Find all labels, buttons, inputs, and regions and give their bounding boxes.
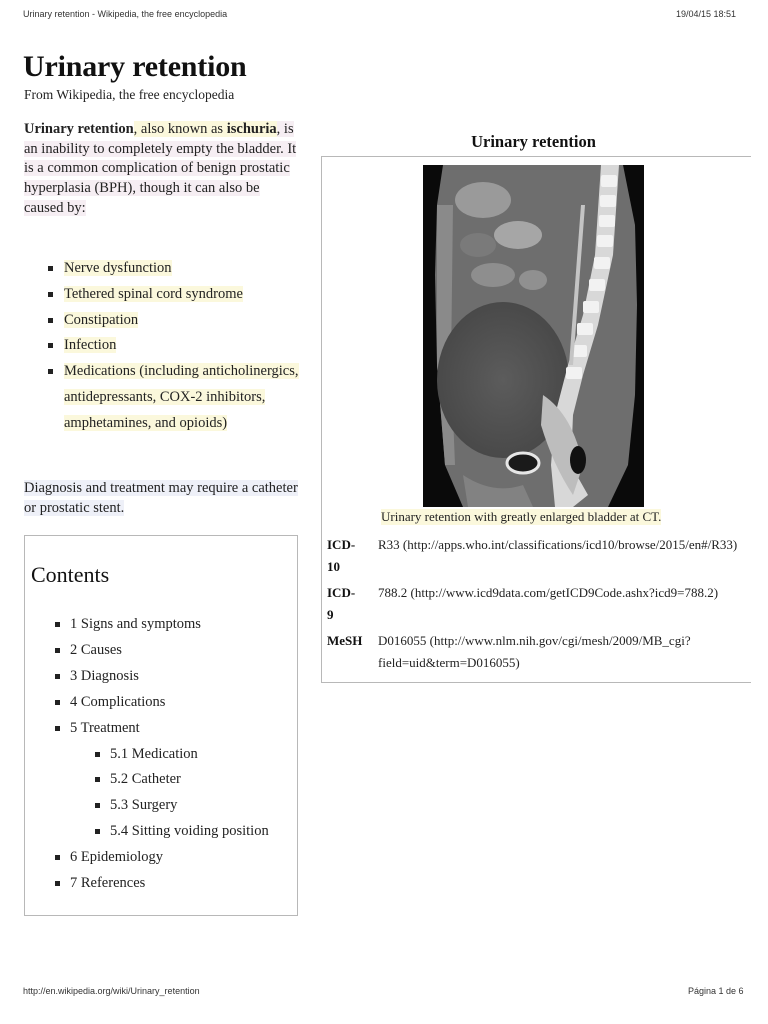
row-key: ICD-10 [327,537,356,574]
row-key: ICD-9 [327,585,356,622]
toc-item[interactable]: 1 Signs and symptoms [25,612,297,638]
causes-list [24,256,299,437]
toc-subitem[interactable]: 5.1 Medication [25,742,297,768]
list-item: Infection [24,333,299,359]
infobox-title: Urinary retention [471,132,596,151]
toc-item[interactable]: 4 Complications [25,690,297,716]
page-subtitle: From Wikipedia, the free encyclopedia [24,87,235,102]
ct-scan-image[interactable] [423,165,644,507]
print-header-title: Urinary retention - Wikipedia, the free encyclopedia [23,9,228,19]
list-item: Constipation [24,308,299,334]
toc-item[interactable]: 3 Diagnosis [25,664,297,690]
intro-term: Urinary retention [24,121,134,137]
intro-text-2: , is an inability to completely empty the bladder. It is a common complication of benign prostatic hyperplasia (BPH), though it can also be caused by: [24,121,297,216]
list-item: Tethered spinal cord syndrome [24,282,299,308]
toc-subitem[interactable]: 5.2 Catheter [25,767,297,793]
toc-item[interactable]: 5 Treatment [25,716,297,742]
print-footer-page: Página 1 de 6 [688,986,744,996]
toc-item[interactable]: 6 Epidemiology [25,845,297,871]
row-value[interactable]: 788.2 (http://www.icd9data.com/getICD9Code.ashx?icd9=788.2) [378,585,719,600]
print-header-datetime: 19/04/15 18:51 [676,9,737,19]
table-of-contents [24,535,298,916]
intro-text-1: , also known as [133,121,227,137]
row-key: MeSH [327,633,363,648]
row-value[interactable]: R33 (http://apps.who.int/classifications/icd10/browse/2015/en#/R33) [378,537,738,552]
toc-item[interactable]: 2 Causes [25,638,297,664]
intro-paragraph [24,120,299,219]
toc-subitem[interactable]: 5.3 Surgery [25,793,297,819]
toc-heading: Contents [31,562,110,587]
toc-item[interactable]: 7 References [25,871,297,897]
toc-list [25,612,297,897]
toc-subitem[interactable]: 5.4 Sitting voiding position [25,819,297,845]
row-value[interactable]: D016055 (http://www.nlm.nih.gov/cgi/mesh/2009/MB_cgi?field=uid&term=D016055) [378,633,691,670]
intro-alt-term: ischuria [226,121,277,137]
page-title: Urinary retention [23,50,247,83]
diagnosis-paragraph: Diagnosis and treatment may require a catheter or prostatic stent. [24,480,298,516]
print-footer-url: http://en.wikipedia.org/wiki/Urinary_retention [23,986,200,996]
list-item: Nerve dysfunction [24,256,299,282]
image-caption: Urinary retention with greatly enlarged bladder at CT. [381,509,662,524]
list-item: Medications (including anticholinergics, antidepressants, COX-2 inhibitors, amphetamines, and opioids) [24,359,299,436]
